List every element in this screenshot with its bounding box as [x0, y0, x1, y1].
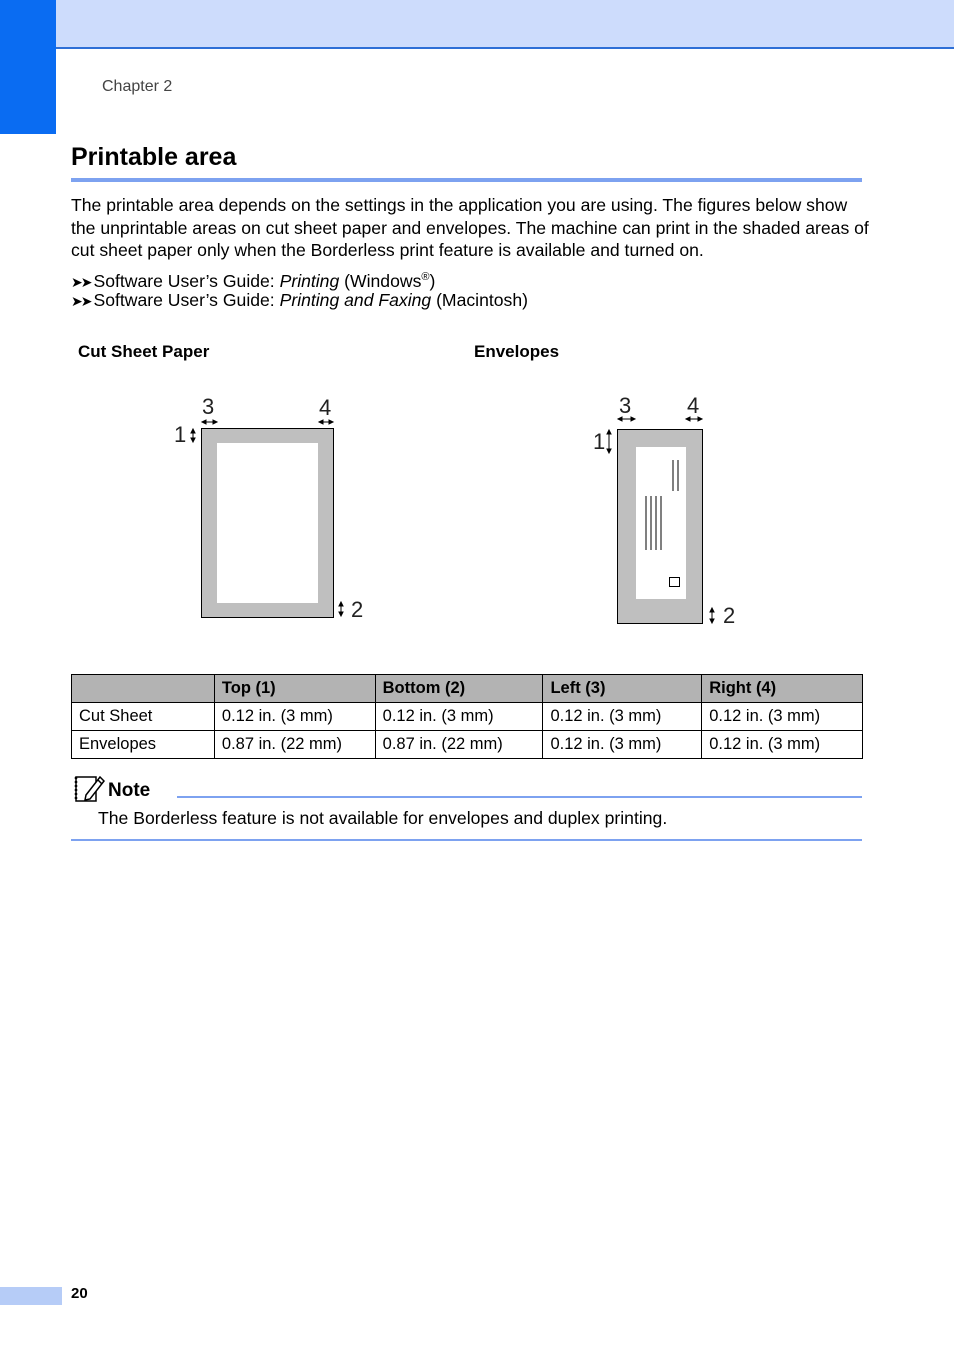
cut-sheet-number-4: 4 [319, 395, 332, 420]
note-text: The Borderless feature is not available for envelopes and duplex printing. [98, 808, 668, 828]
table-cell: Envelopes [72, 731, 215, 759]
top-margin-arrow-icon [607, 430, 611, 453]
header-cell [72, 675, 215, 703]
intro-paragraph: The printable area depends on the settings in the application you are using. The figures below show the unprintable areas on cut sheet paper and envelopes. The machine can print in the shaded areas of cut sheet paper only when the Borderless print feature is available and turned on. [71, 195, 869, 260]
table-cell: 0.87 in. (22 mm) [375, 731, 543, 759]
note-label: Note [108, 780, 151, 801]
note-rule [177, 796, 862, 798]
margin-table [71, 674, 863, 759]
bottom-margin-arrow-icon [710, 608, 714, 623]
xref-macintosh[interactable]: ➤➤ Software User’s Guide: Printing and Faxing (Macintosh) [71, 290, 528, 310]
table-cell: Cut Sheet [72, 703, 215, 731]
chapter-tab [0, 0, 56, 134]
table-row [72, 703, 863, 731]
title-rule [71, 178, 862, 182]
left-margin-arrow-icon [202, 420, 217, 424]
cut-sheet-number-1: 1 [174, 422, 187, 447]
page-number: 20 [71, 1285, 88, 1302]
section-title: Printable area [71, 143, 237, 171]
table-cell: 0.12 in. (3 mm) [543, 703, 702, 731]
envelope-number-3: 3 [619, 393, 632, 418]
table-header-row [72, 675, 863, 703]
envelopes-label: Envelopes [474, 342, 560, 361]
header-cell: Bottom (2) [375, 675, 543, 703]
page-tab [0, 1287, 62, 1305]
note-rule-bottom [71, 839, 862, 841]
header-cell: Right (4) [702, 675, 863, 703]
xref-windows[interactable]: ➤➤ Software User’s Guide: Printing (Windows®) [71, 270, 436, 291]
cut-sheet-number-3: 3 [202, 394, 215, 419]
table-cell: 0.12 in. (3 mm) [702, 703, 863, 731]
cut-sheet-label: Cut Sheet Paper [78, 342, 210, 361]
envelope-number-4: 4 [687, 393, 700, 418]
header-cell: Left (3) [543, 675, 702, 703]
table-cell: 0.12 in. (3 mm) [375, 703, 543, 731]
stamp-box-icon [670, 578, 680, 587]
xref-arrow-icon: ➤➤ [71, 273, 91, 290]
table-cell: 0.12 in. (3 mm) [543, 731, 702, 759]
header-band [0, 0, 954, 49]
xref-arrow-icon: ➤➤ [71, 293, 91, 309]
bottom-margin-arrow-icon [339, 602, 343, 616]
chapter-label: Chapter 2 [102, 78, 173, 95]
table-row [72, 731, 863, 759]
envelope-number-1: 1 [593, 429, 606, 454]
cut-sheet-number-2: 2 [351, 597, 364, 622]
envelope-diagram [600, 416, 722, 630]
table-cell: 0.12 in. (3 mm) [214, 703, 375, 731]
note-pencil-icon [74, 773, 106, 803]
top-margin-arrow-icon [191, 429, 195, 442]
table-cell: 0.12 in. (3 mm) [702, 731, 863, 759]
header-cell: Top (1) [214, 675, 375, 703]
printable-area [217, 443, 318, 603]
envelope-number-2: 2 [723, 603, 736, 628]
cut-sheet-diagram [190, 418, 350, 624]
table-cell: 0.87 in. (22 mm) [214, 731, 375, 759]
